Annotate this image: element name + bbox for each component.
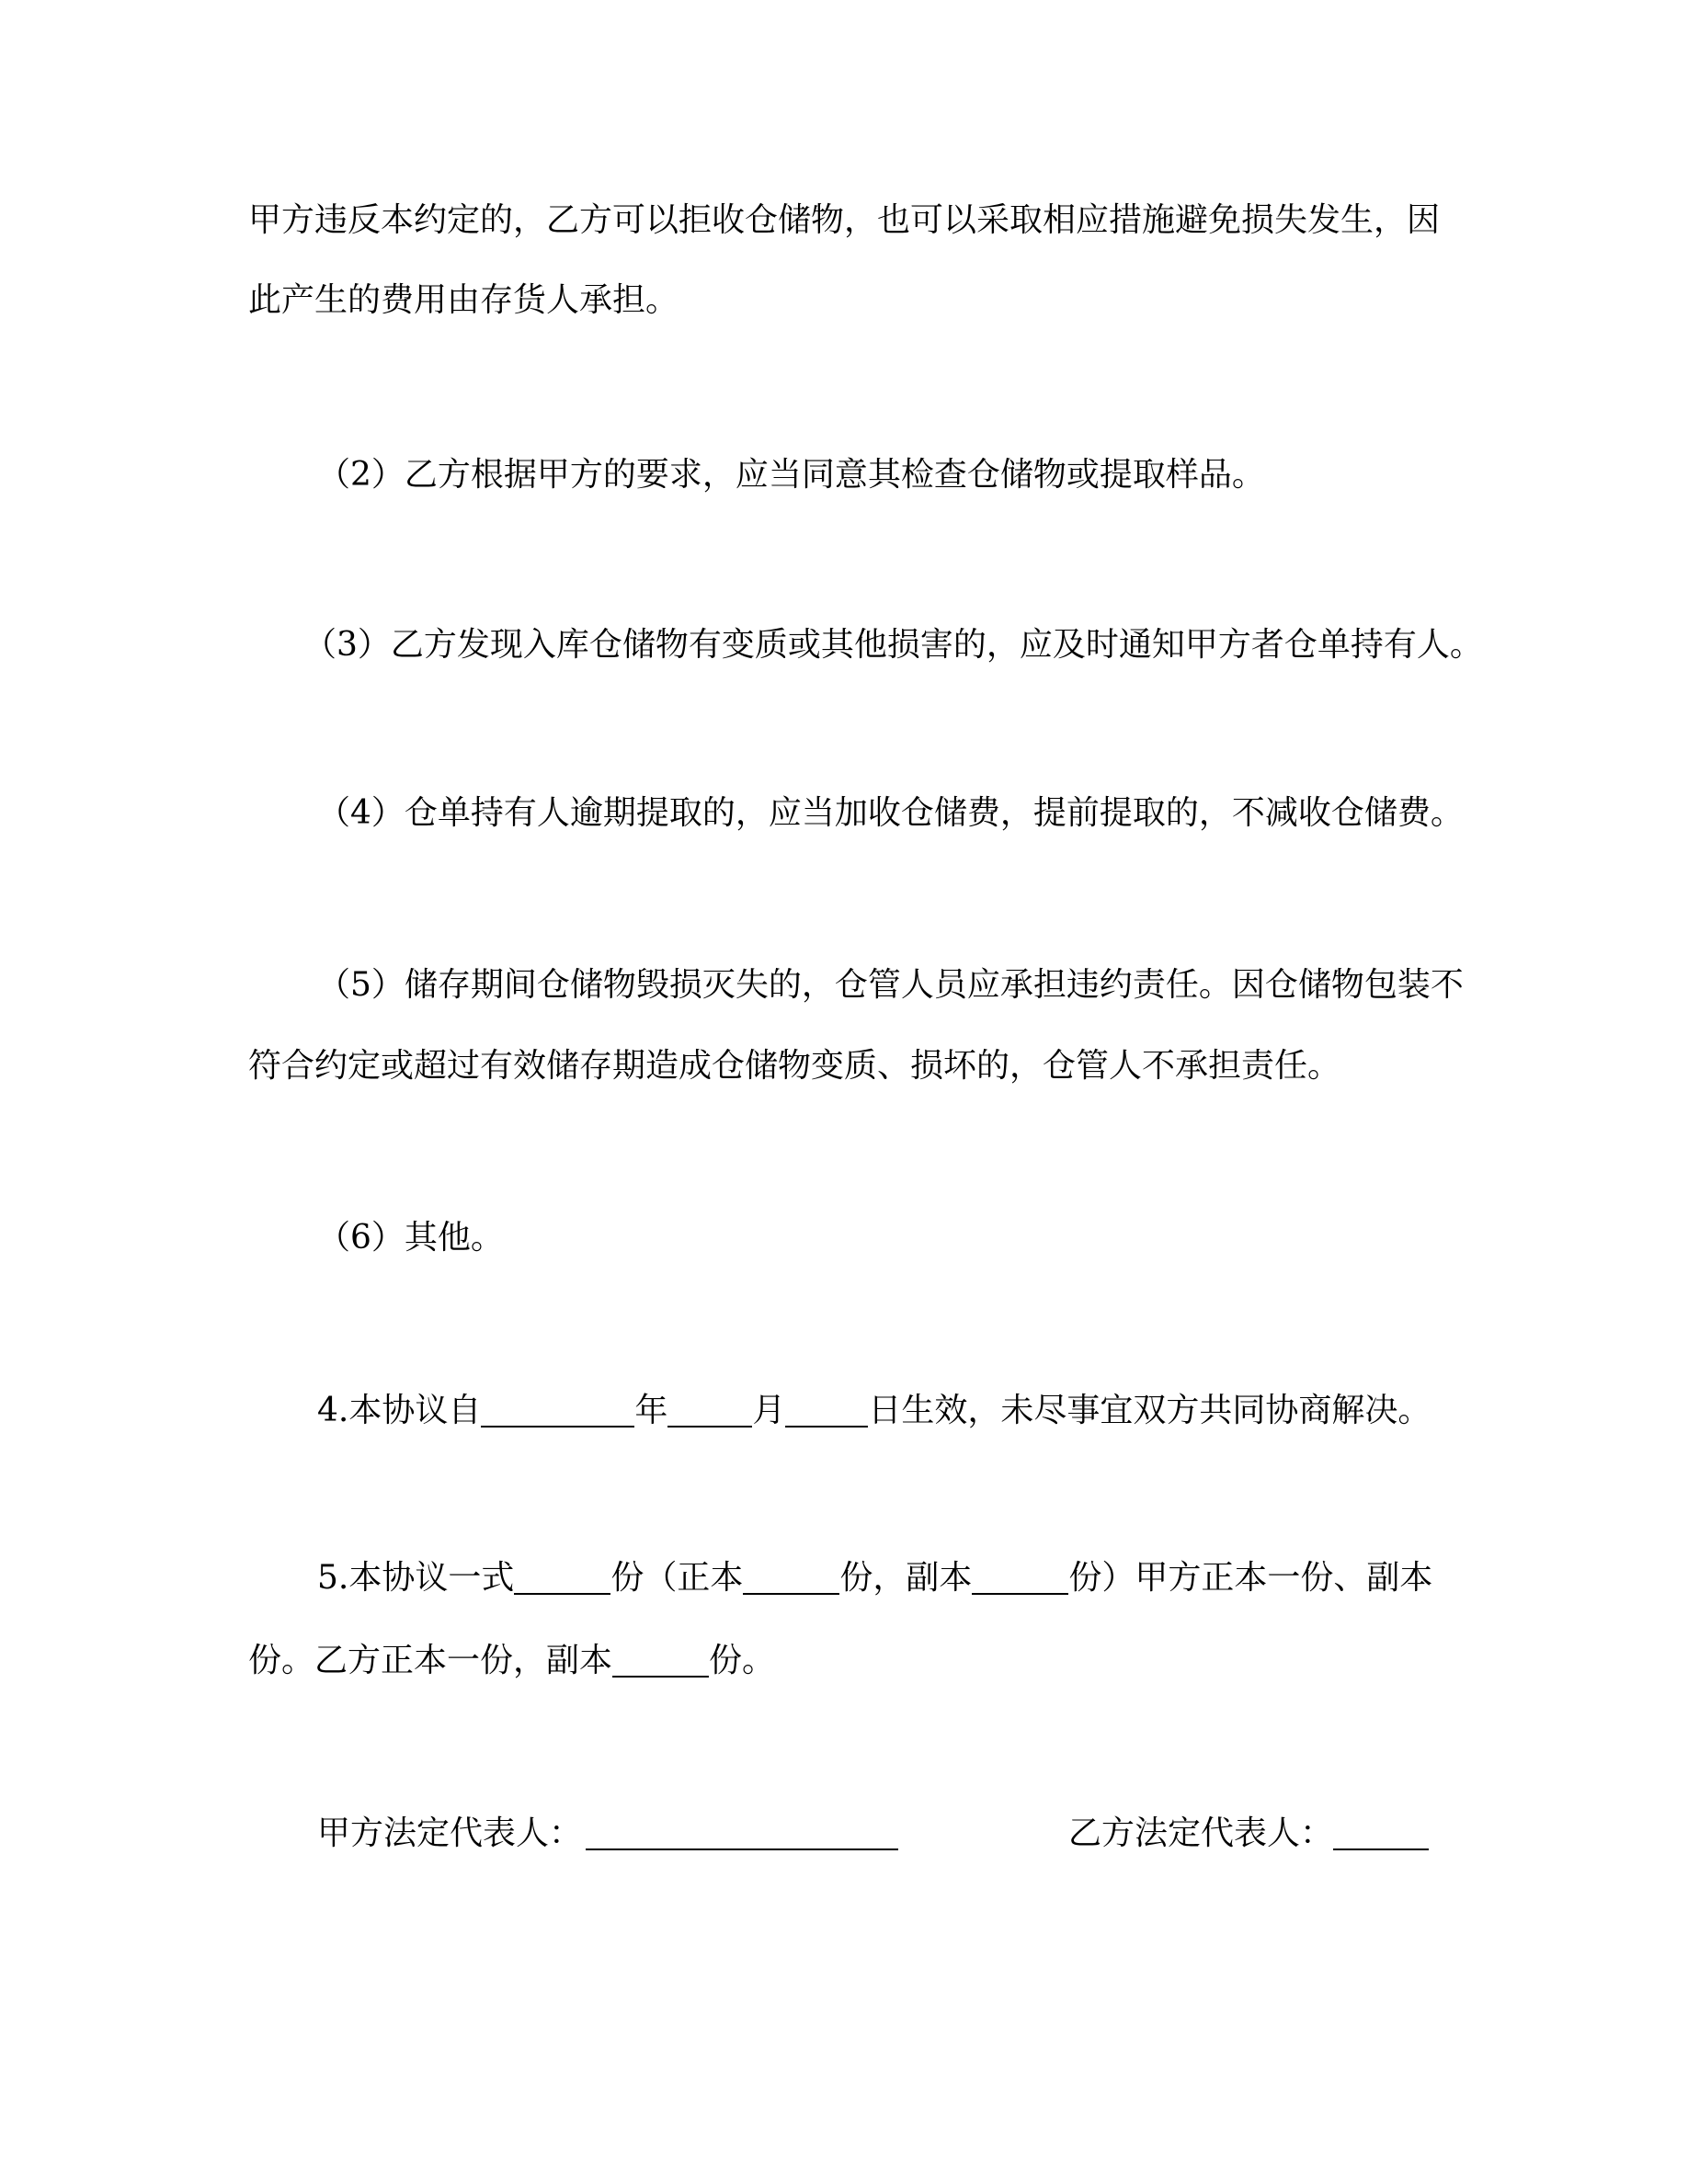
clause-item-4: （4）仓单持有人逾期提取的，应当加收仓储费，提前提取的，不减收仓储费。 xyxy=(317,794,1464,832)
clause-5-text: 份。乙方正本一份，副本 xyxy=(248,1642,613,1679)
clause-item-5-line2: 符合约定或超过有效储存期造成仓储物变质、损坏的，仓管人不承担责任。 xyxy=(248,1047,1341,1085)
clause-5-text: 份，副本 xyxy=(839,1559,973,1597)
clause-4-text: 月 xyxy=(752,1392,786,1429)
party-b-signature xyxy=(1068,1808,1429,1860)
original-copies-blank[interactable] xyxy=(743,1553,839,1595)
clause-5-text: 份（正本 xyxy=(610,1559,744,1597)
clause-4-text: 日生效，未尽事宜双方共同协商解决。 xyxy=(868,1392,1431,1429)
clause-5-text: 5.本协议一式 xyxy=(317,1559,515,1597)
party-b-signature-blank[interactable] xyxy=(1333,1808,1429,1850)
clause-item-5-line1: （5）储存期间仓储物毁损灭失的，仓管人员应承担违约责任。因仓储物包装不 xyxy=(317,966,1464,1004)
party-a-signature xyxy=(317,1808,898,1860)
year-blank[interactable] xyxy=(481,1385,634,1428)
month-blank[interactable] xyxy=(667,1385,752,1428)
party-b-label: 乙方法定代表人： xyxy=(1068,1814,1334,1852)
clause-4 xyxy=(317,1385,1431,1437)
clause-item-3: （3）乙方发现入库仓储物有变质或其他损害的，应及时通知甲方者仓单持有人。 xyxy=(303,626,1483,664)
clause-4-text: 4.本协议自 xyxy=(317,1392,482,1429)
paragraph-line: 此产生的费用由存货人承担。 xyxy=(248,281,679,319)
duplicate-copies-blank[interactable] xyxy=(972,1553,1068,1595)
copies-total-blank[interactable] xyxy=(514,1553,610,1595)
clause-item-2: （2）乙方根据甲方的要求，应当同意其检查仓储物或提取样品。 xyxy=(317,456,1265,494)
party-a-signature-blank[interactable] xyxy=(586,1808,898,1850)
clause-4-text: 年 xyxy=(634,1392,668,1429)
clause-5-line2 xyxy=(248,1635,775,1687)
paragraph-line: 甲方违反本约定的，乙方可以拒收仓储物，也可以采取相应措施避免损失发生，因 xyxy=(248,201,1441,239)
clause-5-text: 份）甲方正本一份、副本 xyxy=(1068,1559,1433,1597)
party-a-label: 甲方法定代表人： xyxy=(317,1814,583,1852)
clause-item-6: （6）其他。 xyxy=(317,1219,504,1257)
day-blank[interactable] xyxy=(785,1385,868,1428)
clause-5-text: 份。 xyxy=(709,1642,776,1679)
party-b-duplicate-blank[interactable] xyxy=(612,1635,709,1678)
clause-5-line1 xyxy=(317,1553,1433,1604)
